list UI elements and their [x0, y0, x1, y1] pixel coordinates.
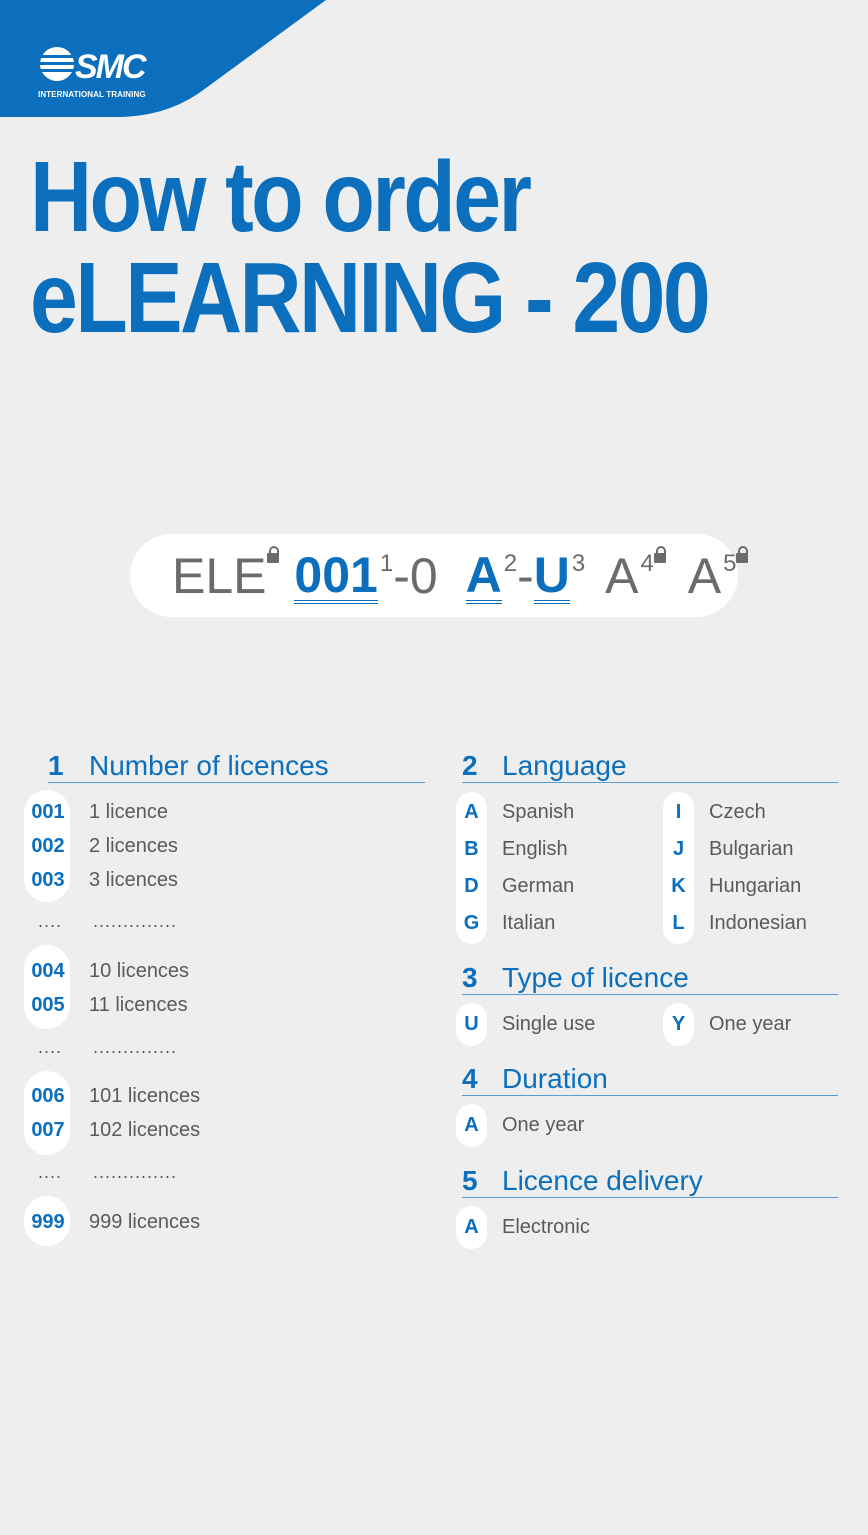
delivery-label: Electronic: [502, 1216, 590, 1238]
language-code: J: [672, 838, 685, 860]
code-sep-1: -0: [393, 548, 438, 604]
section-type-header: [462, 960, 838, 995]
licence-code: 001: [31, 801, 65, 823]
code-seg-duration: A: [605, 548, 639, 604]
language-label: Czech: [709, 801, 766, 823]
lock-icon: [736, 546, 748, 563]
logo-subtitle: INTERNATIONAL TRAINING: [38, 90, 146, 99]
code-sup-5: 5: [723, 550, 737, 577]
section-number: 1: [48, 750, 64, 781]
code-seg-delivery: A: [687, 548, 722, 604]
type-label: One year: [709, 1013, 792, 1035]
language-code: A: [464, 801, 479, 823]
section-number: 5: [462, 1165, 478, 1196]
licence-code: 006: [31, 1085, 65, 1107]
licence-code: 003: [31, 869, 65, 891]
licence-code: 007: [31, 1119, 65, 1141]
ellipsis-label: ..............: [93, 1037, 178, 1057]
section-title: Licence delivery: [502, 1165, 703, 1196]
section-number: 3: [462, 962, 478, 993]
code-sup-4: 4: [640, 550, 654, 577]
type-code: Y: [671, 1013, 686, 1035]
section-title: Number of licences: [89, 750, 329, 781]
licence-code: 002: [31, 835, 65, 857]
smc-stripes-icon: [38, 44, 178, 84]
type-label: Single use: [502, 1013, 596, 1035]
type-code: U: [464, 1013, 479, 1035]
duration-label: One year: [502, 1114, 585, 1136]
page-title-line1: How to order: [30, 141, 530, 253]
licence-label: 999 licences: [89, 1211, 201, 1233]
ellipsis-label: ..............: [93, 1162, 178, 1182]
licence-label: 10 licences: [89, 960, 190, 982]
code-sep-2: -: [517, 548, 534, 604]
section-language-header: [462, 748, 838, 783]
section-number: 4: [462, 1063, 478, 1094]
section-title: Type of licence: [502, 962, 689, 993]
licence-code: 005: [31, 994, 65, 1016]
language-label: Bulgarian: [709, 838, 794, 860]
licence-label: 3 licences: [89, 869, 178, 891]
code-seg-type: U: [533, 547, 570, 603]
lock-icon: [654, 546, 666, 563]
duration-code: A: [464, 1114, 479, 1136]
code-sup-2: 2: [503, 550, 518, 577]
order-code: [172, 546, 748, 606]
language-label: English: [502, 838, 568, 860]
section-delivery-header: [462, 1163, 838, 1198]
licence-label: 2 licences: [89, 835, 178, 857]
ellipsis-code: ....: [38, 1162, 63, 1182]
language-code: I: [675, 801, 682, 823]
language-code: B: [464, 838, 479, 860]
language-label: Indonesian: [709, 912, 807, 934]
lock-icon: [267, 546, 279, 563]
code-seg-licences: 001: [294, 547, 378, 603]
language-code: G: [463, 912, 480, 934]
language-label: Hungarian: [709, 875, 802, 897]
section-licences-header: [48, 748, 425, 783]
section-title: Language: [502, 750, 627, 781]
logo-wordmark: SMC: [75, 48, 145, 84]
code-prefix: ELE: [172, 548, 267, 604]
licence-code: 004: [31, 960, 65, 982]
delivery-code: A: [464, 1216, 479, 1238]
licence-label: 101 licences: [89, 1085, 201, 1107]
code-pill: [24, 1071, 70, 1155]
language-code: D: [464, 875, 479, 897]
code-seg-language: A: [465, 547, 502, 603]
licence-label: 11 licences: [89, 994, 188, 1016]
licence-label: 1 licence: [89, 801, 168, 823]
language-label: Spanish: [502, 801, 575, 823]
section-number: 2: [462, 750, 478, 781]
code-sup-3: 3: [571, 550, 586, 577]
ellipsis-code: ....: [38, 911, 63, 931]
ellipsis-code: ....: [38, 1037, 63, 1057]
page-title-line2: eLEARNING - 200: [30, 242, 709, 354]
language-label: Italian: [502, 912, 556, 934]
licence-code: 999: [31, 1211, 65, 1233]
ellipsis-label: ..............: [93, 911, 178, 931]
language-label: German: [502, 875, 575, 897]
licence-label: 102 licences: [89, 1119, 201, 1141]
code-sup-1: 1: [379, 550, 394, 577]
language-code: L: [672, 912, 685, 934]
section-title: Duration: [502, 1063, 608, 1094]
section-duration-header: [462, 1061, 838, 1096]
language-code: K: [671, 875, 686, 897]
